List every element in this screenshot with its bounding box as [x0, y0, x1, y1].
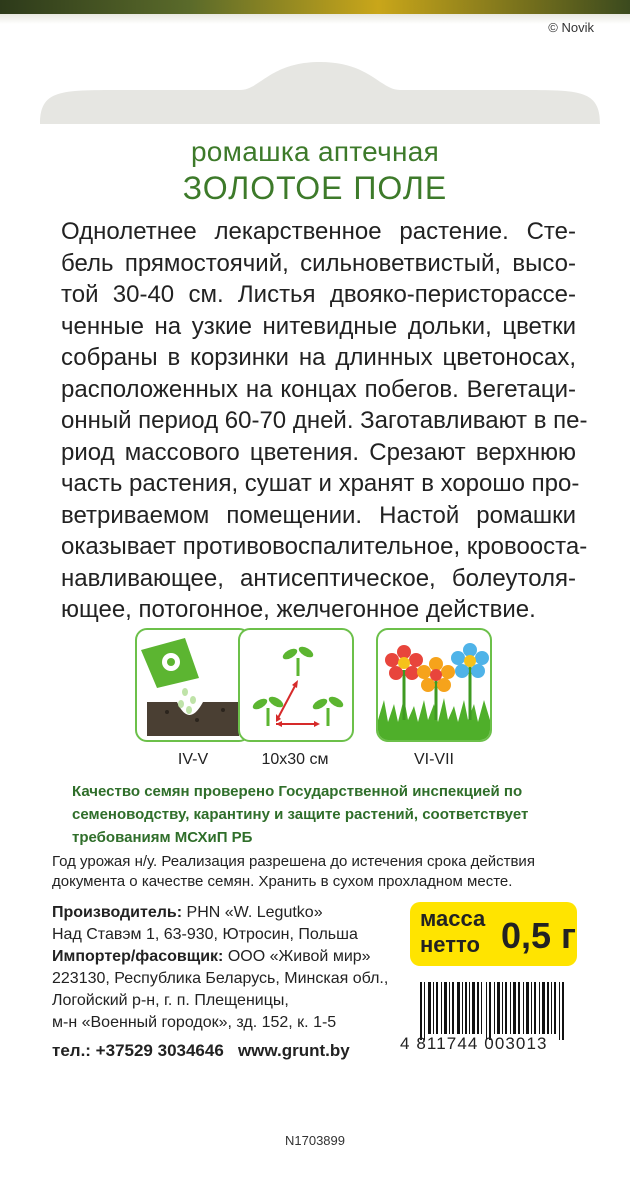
producer-info	[52, 902, 412, 1062]
importer-address-2: Логойский р-н, г. п. Плещеницы,	[52, 992, 289, 1009]
producer-address: Над Ставэм 1, 63-930, Ютросин, Польша	[52, 926, 358, 943]
description-line: той 30-40 см. Листья двояко-перисторассе-	[61, 281, 576, 308]
description-line: бель прямостоячий, сильноветвистый, высо-	[61, 249, 576, 277]
importer-label: Импортер/фасовщик:	[52, 948, 224, 965]
description-line: навливающее, антисептическое, болеутоля-	[61, 564, 576, 592]
flowering-caption: VI-VII	[413, 751, 454, 768]
packet-window	[40, 60, 600, 124]
mass-label	[420, 906, 485, 958]
mass-label-line2: нетто	[420, 932, 480, 957]
sowing-caption: IV-V	[177, 751, 209, 768]
description-line: ющее, потогонное, желчегонное действие.	[61, 596, 536, 623]
importer-address-1: 223130, Республика Беларусь, Минская обл.,	[52, 970, 389, 987]
description-line: онный период 60-70 дней. Заготавливают в пе-	[61, 407, 588, 434]
producer-label: Производитель:	[52, 904, 183, 921]
contact-line: тел.: +37529 3034646 www.grunt.by	[52, 1041, 350, 1060]
product-code: N1703899	[285, 1133, 345, 1148]
mass-label-line1: масса	[420, 906, 486, 931]
species-name: ромашка аптечная	[190, 136, 440, 167]
description-line: риод массового цветения. Срезают верхнюю	[61, 438, 576, 466]
quality-statement: Качество семян проверено Государственной инспекцией по семеноводству, карантину и защите растений, соответствует требованиям МСХиП РБ	[72, 783, 529, 846]
spacing-icon	[238, 628, 354, 742]
sowing-icon	[135, 628, 251, 742]
flowering-icon	[376, 628, 492, 742]
description	[61, 216, 588, 626]
description-line: оказывает противовоспалительное, кровооста-	[61, 533, 588, 560]
top-fade	[0, 14, 630, 24]
producer-name: PHN «W. Legutko»	[182, 904, 323, 921]
net-mass-badge	[410, 902, 577, 966]
description-line: собраны в корзинки на длинных цветоносах,	[61, 344, 576, 371]
importer-name: ООО «Живой мир»	[223, 948, 371, 965]
barcode-digits: 4 811744 003013	[400, 1034, 548, 1053]
top-photo-strip	[0, 0, 630, 14]
variety-name: ЗОЛОТОЕ ПОЛЕ	[182, 170, 448, 206]
copyright: © Novik	[548, 20, 594, 35]
description-line: часть растения, сушат и хранят в хорошо про-	[61, 470, 580, 497]
description-line: ветриваемом помещении. Настой ромашки	[61, 501, 576, 529]
mass-value: 0,5 г	[501, 915, 577, 956]
importer-address-3: м-н «Военный городок», зд. 152, к. 1-5	[52, 1014, 337, 1031]
description-line: ченные на узкие нитевидные дольки, цветки	[61, 312, 576, 340]
spacing-caption: 10x30 см	[261, 751, 329, 768]
description-line: Однолетнее лекарственное растение. Сте-	[61, 218, 576, 245]
harvest-note: Год урожая н/у. Реализация разрешена до истечения срока действия документа о качестве семян. Хранить в сухом прохладном месте.	[52, 853, 535, 890]
description-line: расположенных на концах побегов. Вегетаци-	[61, 375, 576, 403]
